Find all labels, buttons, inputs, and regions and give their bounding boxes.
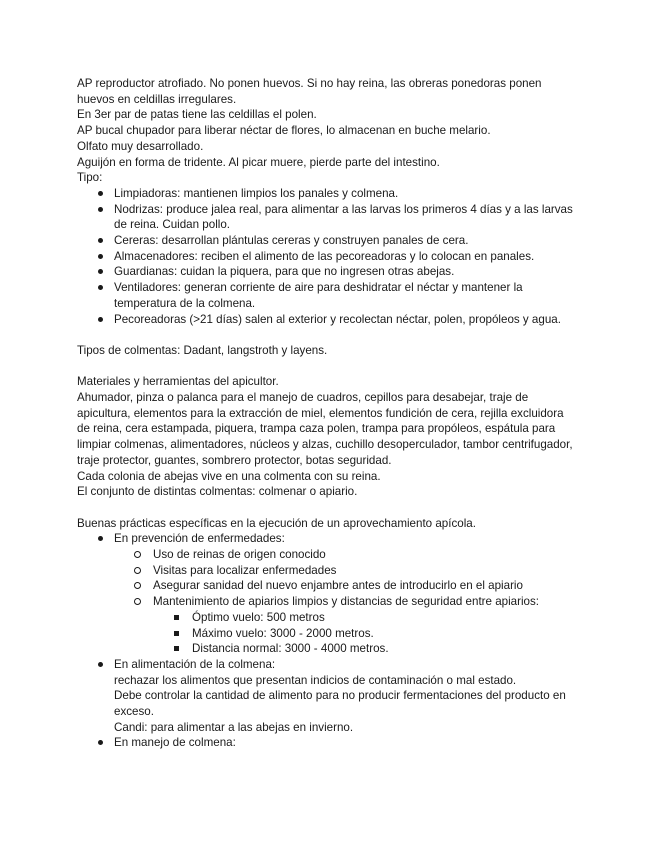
bullet-icon <box>98 207 103 212</box>
bullet-icon <box>98 238 103 243</box>
feeding-line: Candi: para alimentar a las abejas en invierno. <box>114 720 354 734</box>
bullet-icon <box>98 191 103 196</box>
list-item: Limpiadoras: mantienen limpios los panales y colmena. <box>77 186 577 202</box>
list-item: Distancia normal: 3000 - 4000 metros. <box>77 641 577 657</box>
bullet-icon <box>98 285 103 290</box>
hive-types-line: Tipos de colmentas: Dadant, langstroth y layens. <box>77 343 328 357</box>
bullet-icon <box>98 662 103 667</box>
bee-types-list <box>77 186 577 327</box>
hollow-bullet-icon <box>134 582 141 589</box>
list-item: Óptimo vuelo: 500 metros <box>77 610 577 626</box>
bullet-icon <box>98 536 103 541</box>
hollow-bullet-icon <box>134 567 141 574</box>
practices-heading: Buenas prácticas específicas en la ejecución de un aprovechamiento apícola. <box>77 516 476 530</box>
hollow-bullet-icon <box>134 598 141 605</box>
bullet-icon <box>98 740 103 745</box>
intro-line: Olfato muy desarrollado. <box>77 139 204 153</box>
list-item: Uso de reinas de origen conocido <box>77 547 577 563</box>
disease-prevention-list <box>77 547 577 610</box>
list-item: Visitas para localizar enfermedades <box>77 563 577 579</box>
list-item-disease-prevention: En prevención de enfermedades: <box>77 531 577 547</box>
distances-list <box>77 610 577 657</box>
feeding-line: rechazar los alimentos que presentan indicios de contaminación o mal estado. <box>114 673 517 687</box>
document-page <box>77 76 577 751</box>
bullet-icon <box>98 254 103 259</box>
hollow-bullet-icon <box>134 551 141 558</box>
intro-line: En 3er par de patas tiene las celdillas el polen. <box>77 108 317 122</box>
bullet-icon <box>98 269 103 274</box>
list-item: Máximo vuelo: 3000 - 2000 metros. <box>77 626 577 642</box>
bullet-icon <box>98 317 103 322</box>
practices-list-feeding <box>77 657 577 673</box>
feeding-line: Debe controlar la cantidad de alimento para no producir fermentaciones del producto en exceso. <box>114 689 566 719</box>
square-bullet-icon <box>174 646 179 651</box>
practices-list <box>77 531 577 547</box>
list-item-feeding: En alimentación de la colmena: <box>77 657 577 673</box>
list-item: Pecoreadoras (>21 días) salen al exterior y recolectan néctar, polen, propóleos y agua. <box>77 312 577 328</box>
intro-line: AP bucal chupador para liberar néctar de flores, lo almacenan en buche melario. <box>77 124 491 138</box>
intro-line: Aguijón en forma de tridente. Al picar muere, pierde parte del intestino. <box>77 155 440 169</box>
colony-line: Cada colonia de abejas vive en una colmenta con su reina. <box>77 469 381 483</box>
practices-list-management <box>77 735 577 751</box>
list-item-management: En manejo de colmena: <box>77 735 577 751</box>
list-item: Mantenimiento de apiarios limpios y distancias de seguridad entre apiarios: <box>77 594 577 610</box>
tools-heading: Materiales y herramientas del apicultor. <box>77 375 279 389</box>
list-item: Guardianas: cuidan la piquera, para que no ingresen otras abejas. <box>77 264 577 280</box>
list-item: Cereras: desarrollan plántulas cereras y construyen panales de cera. <box>77 233 577 249</box>
types-heading: Tipo: <box>77 171 103 185</box>
list-item: Ventiladores: generan corriente de aire para deshidratar el néctar y mantener la temperatura de la colmena. <box>77 280 577 311</box>
apiary-line: El conjunto de distintas colmentas: colmenar o apiario. <box>77 485 358 499</box>
tools-text: Ahumador, pinza o palanca para el manejo de cuadros, cepillos para desabejar, traje de apicultura, elementos para la extracción de miel, elementos fundición de cera, rejilla excluidora de reina, cera estampada, piquera, trampa caza polen, trampa para propóleos, espátula para limpiar colmenas, alimentadores, núcleos y alzas, cuchillo desoperculador, tambor centrifugador, traje protector, guantes, sombrero protector, botas seguridad. <box>77 391 573 467</box>
square-bullet-icon <box>174 631 179 636</box>
intro-line: AP reproductor atrofiado. No ponen huevos. Si no hay reina, las obreras ponedoras ponen huevos en celdillas irregulares. <box>77 77 542 106</box>
list-item: Almacenadores: reciben el alimento de las pecoreadoras y lo colocan en panales. <box>77 249 577 265</box>
list-item: Nodrizas: produce jalea real, para alimentar a las larvas los primeros 4 días y a las larvas de reina. Cuidan pollo. <box>77 202 577 233</box>
list-item: Asegurar sanidad del nuevo enjambre antes de introducirlo en el apiario <box>77 578 577 594</box>
square-bullet-icon <box>174 615 179 620</box>
